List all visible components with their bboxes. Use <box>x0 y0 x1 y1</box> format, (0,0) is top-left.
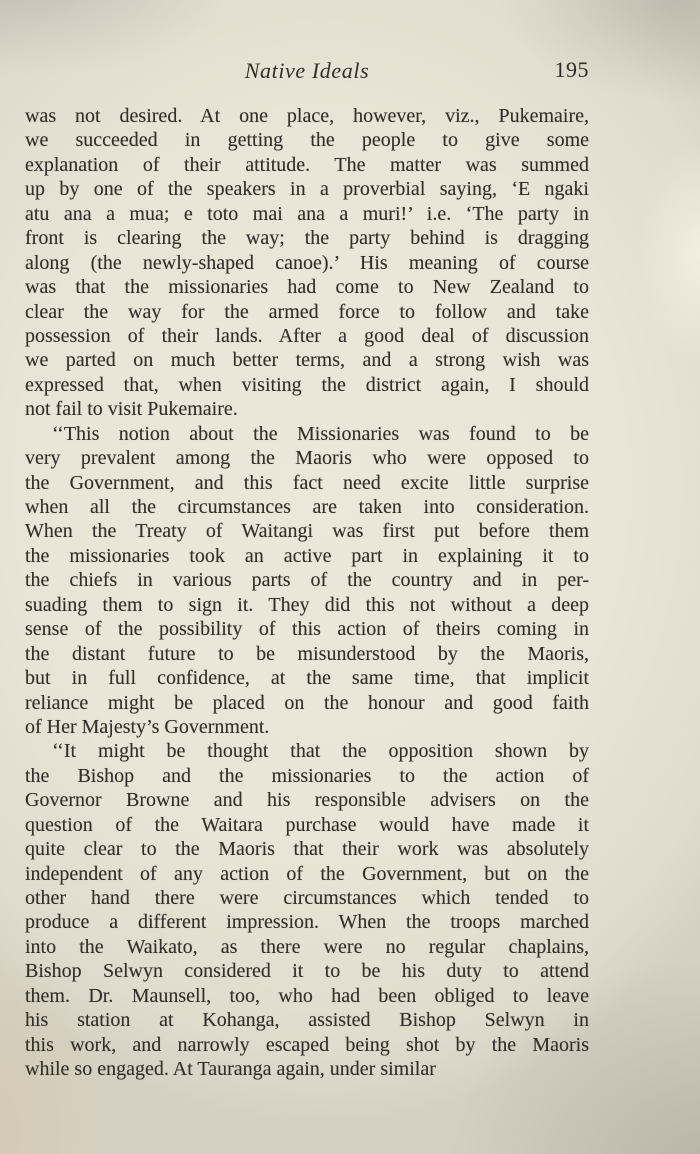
running-title: Native Ideals <box>244 58 370 83</box>
text-line: very prevalent among the Maoris who were opposed to <box>25 447 589 470</box>
text-line: front is clearing the way; the party behind is dragging <box>25 227 589 250</box>
text-line: his station at Kohanga, assisted Bishop Selwyn in <box>25 1009 589 1032</box>
text-line: question of the Waitara purchase would have made it <box>25 813 589 836</box>
text-line: clear the way for the armed force to follow and take <box>25 300 589 323</box>
text-line: the chiefs in various parts of the country and in per- <box>25 569 589 592</box>
text-line: the Government, and this fact need excite little surprise <box>25 471 589 494</box>
text-line: reliance might be placed on the honour and good faith <box>25 691 589 714</box>
text-line: but in full confidence, at the same time, that implicit <box>25 667 589 690</box>
text-line: sense of the possibility of this action of theirs coming in <box>25 618 589 641</box>
text-line: while so engaged. At Tauranga again, under similar <box>25 1058 436 1081</box>
text-line: quite clear to the Maoris that their work was absolutely <box>25 838 589 861</box>
text-line: Governor Browne and his responsible advisers on the <box>25 789 589 812</box>
text-line: When the Treaty of Waitangi was first put before them <box>25 520 589 543</box>
text-line: when all the circumstances are taken into consideration. <box>25 496 589 518</box>
text-line: produce a different impression. When the troops marched <box>25 911 589 934</box>
text-line: ‘‘This notion about the Missionaries was found to be <box>52 422 589 445</box>
text-line: was not desired. At one place, however, viz., Pukemaire, <box>25 105 589 127</box>
text-line: the Bishop and the missionaries to the action of <box>25 764 589 787</box>
text-line: of Her Majesty’s Government. <box>25 715 270 738</box>
text-line: into the Waikato, as there were no regular chaplains, <box>25 935 589 958</box>
text-line: explanation of their attitude. The matter was summed <box>25 153 589 176</box>
text-line: them. Dr. Maunsell, too, who had been obliged to leave <box>25 984 589 1007</box>
page-header <box>25 58 589 88</box>
text-line: we parted on much better terms, and a strong wish was <box>25 349 589 372</box>
text-line: we succeeded in getting the people to give some <box>25 129 589 152</box>
text-line: Bishop Selwyn considered it to be his duty to attend <box>25 960 589 983</box>
page-number: 195 <box>554 57 589 82</box>
text-line: suading them to sign it. They did this not without a deep <box>25 593 589 616</box>
text-line: the distant future to be misunderstood by the Maoris, <box>25 642 589 665</box>
text-line: not fail to visit Pukemaire. <box>25 398 238 421</box>
text-line: the missionaries took an active part in explaining it to <box>25 544 589 567</box>
text-line: this work, and narrowly escaped being shot by the Maoris <box>25 1033 589 1056</box>
text-line: ‘‘It might be thought that the opposition shown by <box>52 740 589 763</box>
text-block <box>25 104 589 1082</box>
text-line: atu ana a mua; e toto mai ana a muri!’ i.e. ‘The party in <box>25 202 589 225</box>
text-line: independent of any action of the Government, but on the <box>25 862 589 885</box>
text-line: other hand there were circumstances which tended to <box>25 887 589 909</box>
text-line: possession of their lands. After a good deal of discussion <box>25 324 589 347</box>
text-line: along (the newly-shaped canoe).’ His meaning of course <box>25 251 589 274</box>
text-line: up by one of the speakers in a proverbial saying, ‘E ngaki <box>25 178 589 201</box>
text-line: expressed that, when visiting the district again, I should <box>25 373 589 396</box>
text-line: was that the missionaries had come to New Zealand to <box>25 276 589 299</box>
